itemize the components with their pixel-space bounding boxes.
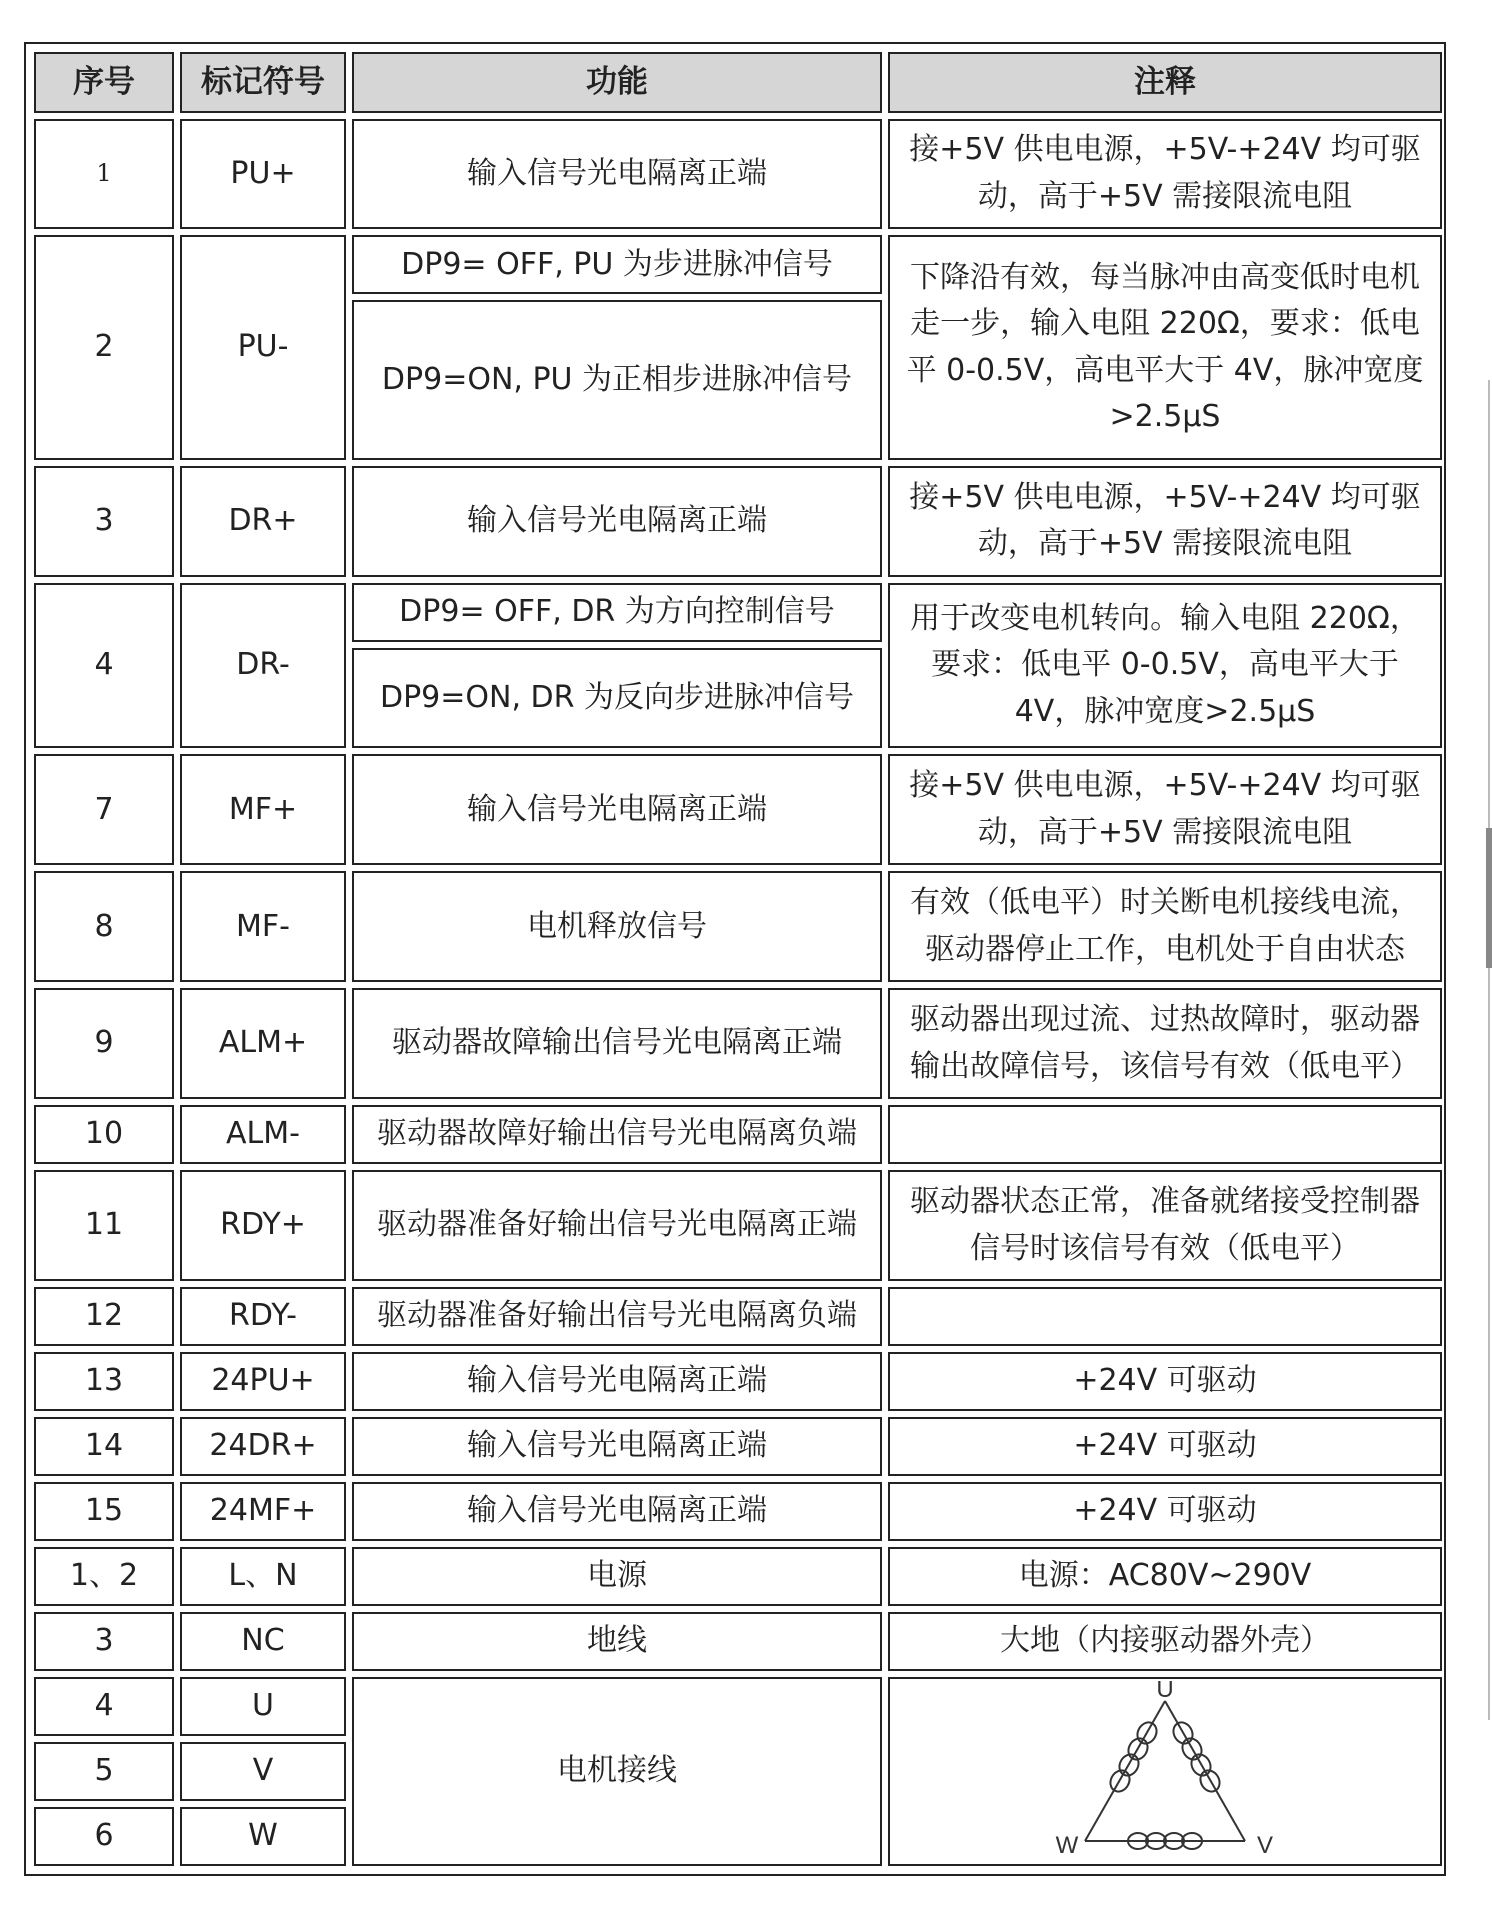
cell-func: 地线 (352, 1612, 882, 1671)
cell-seq: 2 (34, 235, 174, 459)
header-mark: 标记符号 (180, 52, 346, 113)
cell-seq: 14 (34, 1417, 174, 1476)
table-row (34, 466, 1442, 577)
pin-definition-table-frame (24, 42, 1446, 1876)
cell-seq: 9 (34, 988, 174, 1099)
cell-note (888, 1287, 1442, 1346)
cell-seq: 8 (34, 871, 174, 982)
cell-mark: ALM- (180, 1105, 346, 1164)
cell-seq: 11 (34, 1170, 174, 1281)
table-row (34, 871, 1442, 982)
cell-func: 输入信号光电隔离正端 (352, 1352, 882, 1411)
cell-note: 用于改变电机转向。输入电阻 220Ω，要求：低电平 0-0.5V，高电平大于 4V，脉冲宽度>2.5μS (888, 583, 1442, 749)
cell-note: 有效（低电平）时关断电机接线电流，驱动器停止工作，电机处于自由状态 (888, 871, 1442, 982)
cell-note: 驱动器出现过流、过热故障时，驱动器输出故障信号，该信号有效（低电平） (888, 988, 1442, 1099)
cell-func: 输入信号光电隔离正端 (352, 119, 882, 230)
cell-seq: 10 (34, 1105, 174, 1164)
cell-seq: 3 (34, 466, 174, 577)
cell-mark: 24DR+ (180, 1417, 346, 1476)
cell-func: 电源 (352, 1547, 882, 1606)
cell-note: 下降沿有效，每当脉冲由高变低时电机走一步，输入电阻 220Ω，要求：低电平 0-0.5V，高电平大于 4V，脉冲宽度>2.5μS (888, 235, 1442, 459)
cell-note (888, 1105, 1442, 1164)
cell-note: 接+5V 供电电源，+5V-+24V 均可驱动，高于+5V 需接限流电阻 (888, 119, 1442, 230)
cell-func: DP9=ON, PU 为正相步进脉冲信号 (352, 300, 882, 459)
cell-mark: PU+ (180, 119, 346, 230)
cell-note: +24V 可驱动 (888, 1417, 1442, 1476)
cell-seq: 6 (34, 1807, 174, 1866)
cell-mark: RDY+ (180, 1170, 346, 1281)
page-edge-divider (1488, 380, 1490, 1720)
cell-seq: 4 (34, 1677, 174, 1736)
cell-func: DP9= OFF, PU 为步进脉冲信号 (352, 235, 882, 294)
cell-mark: MF- (180, 871, 346, 982)
cell-note: 接+5V 供电电源，+5V-+24V 均可驱动，高于+5V 需接限流电阻 (888, 754, 1442, 865)
scrollbar-thumb[interactable] (1486, 828, 1492, 968)
cell-note: +24V 可驱动 (888, 1482, 1442, 1541)
cell-note: +24V 可驱动 (888, 1352, 1442, 1411)
cell-note: 驱动器状态正常，准备就绪接受控制器信号时该信号有效（低电平） (888, 1170, 1442, 1281)
cell-seq: 3 (34, 1612, 174, 1671)
header-func: 功能 (352, 52, 882, 113)
cell-func: 驱动器准备好输出信号光电隔离负端 (352, 1287, 882, 1346)
cell-func: DP9= OFF, DR 为方向控制信号 (352, 583, 882, 642)
cell-seq: 13 (34, 1352, 174, 1411)
table-row (34, 1352, 1442, 1411)
cell-mark: RDY- (180, 1287, 346, 1346)
cell-seq: 5 (34, 1742, 174, 1801)
cell-func: 驱动器故障输出信号光电隔离正端 (352, 988, 882, 1099)
cell-mark: U (180, 1677, 346, 1736)
table-row (34, 1417, 1442, 1476)
cell-mark: DR+ (180, 466, 346, 577)
cell-note: 电源：AC80V~290V (888, 1547, 1442, 1606)
header-seq: 序号 (34, 52, 174, 113)
diagram-label-w: W (1055, 1832, 1079, 1860)
cell-mark: V (180, 1742, 346, 1801)
table-row (34, 1105, 1442, 1164)
cell-seq: 4 (34, 583, 174, 749)
cell-mark: NC (180, 1612, 346, 1671)
cell-func: DP9=ON, DR 为反向步进脉冲信号 (352, 648, 882, 749)
table-row (34, 754, 1442, 865)
cell-mark: DR- (180, 583, 346, 749)
diagram-label-v: V (1256, 1832, 1274, 1860)
cell-seq: 1 (34, 119, 174, 230)
cell-seq: 15 (34, 1482, 174, 1541)
table-row (34, 1677, 1442, 1736)
motor-wiring-diagram-cell (888, 1677, 1442, 1866)
header-note: 注释 (888, 52, 1442, 113)
cell-mark: ALM+ (180, 988, 346, 1099)
cell-seq: 7 (34, 754, 174, 865)
cell-func: 输入信号光电隔离正端 (352, 1482, 882, 1541)
table-row (34, 1547, 1442, 1606)
pin-definition-table (28, 46, 1448, 1872)
cell-mark: PU- (180, 235, 346, 459)
cell-func: 电机释放信号 (352, 871, 882, 982)
cell-func: 电机接线 (352, 1677, 882, 1866)
cell-func: 输入信号光电隔离正端 (352, 754, 882, 865)
cell-seq: 1、2 (34, 1547, 174, 1606)
table-row (34, 988, 1442, 1099)
cell-note: 大地（内接驱动器外壳） (888, 1612, 1442, 1671)
cell-func: 输入信号光电隔离正端 (352, 1417, 882, 1476)
cell-seq: 12 (34, 1287, 174, 1346)
table-row (34, 235, 1442, 294)
table-row (34, 1482, 1442, 1541)
table-row (34, 1287, 1442, 1346)
cell-mark: 24MF+ (180, 1482, 346, 1541)
header-row (34, 52, 1442, 113)
cell-mark: MF+ (180, 754, 346, 865)
diagram-label-u: U (1156, 1681, 1174, 1704)
cell-note: 接+5V 供电电源，+5V-+24V 均可驱动，高于+5V 需接限流电阻 (888, 466, 1442, 577)
table-row (34, 119, 1442, 230)
table-row (34, 1170, 1442, 1281)
cell-mark: L、N (180, 1547, 346, 1606)
delta-wiring-diagram (1015, 1681, 1315, 1861)
cell-func: 输入信号光电隔离正端 (352, 466, 882, 577)
table-row (34, 583, 1442, 642)
table-row (34, 1612, 1442, 1671)
cell-mark: W (180, 1807, 346, 1866)
cell-mark: 24PU+ (180, 1352, 346, 1411)
cell-func: 驱动器故障好输出信号光电隔离负端 (352, 1105, 882, 1164)
cell-func: 驱动器准备好输出信号光电隔离正端 (352, 1170, 882, 1281)
